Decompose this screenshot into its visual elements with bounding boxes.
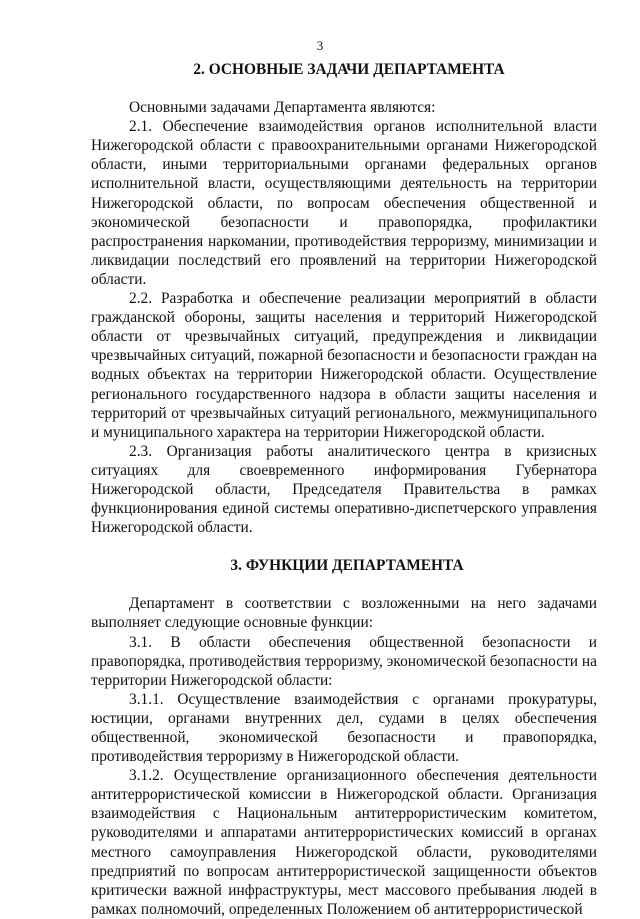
page-number: 3: [316, 38, 324, 53]
section-2-heading: 2. ОСНОВНЫЕ ЗАДАЧИ ДЕПАРТАМЕНТА: [193, 61, 505, 78]
document-body: [91, 60, 597, 919]
section-3-item-3-1-2: 3.1.2. Осуществление организационного обеспечения деятельности антитеррористической комиссии в Нижегородской области. Организация взаимодействия с Национальным антитеррористическим комитетом, руководителями и аппаратами антитеррористических комиссий в органах местного самоуправления Нижегородской области, руководителями предприятий по вопросам антитеррористической защищенности объектов критически важной инфраструктуры, мест массового пребывания людей в рамках полномочий, определенных Положением об антитеррористической: [91, 767, 597, 918]
section-3-intro: Департамент в соответствии с возложенными на него задачами выполняет следующие основные функции:: [91, 595, 597, 632]
section-2-intro: Основными задачами Департамента являются:: [129, 99, 436, 117]
section-3-heading: 3. ФУНКЦИИ ДЕПАРТАМЕНТА: [230, 557, 464, 575]
section-2-item-2-1: 2.1. Обеспечение взаимодействия органов исполнительной власти Нижегородской области с правоохранительными органами Нижегородской области, иными территориальными органами федеральных органов исполнительной власти, осуществляющими деятельность на территории Нижегородской области, по вопросам обеспечения общественной и экономической безопасности и правопорядка, профилактики распространения наркомании, противодействия терроризму, минимизации и ликвидации последствий его проявлений на территории Нижегородской области.: [91, 118, 597, 288]
section-3-item-3-1: 3.1. В области обеспечения общественной безопасности и правопорядка, противодействия терроризму, экономической безопасности на территории Нижегородской области:: [91, 633, 597, 689]
section-2-item-2-2: 2.2. Разработка и обеспечение реализации мероприятий в области гражданской обороны, защиты населения и территорий Нижегородской области от чрезвычайных ситуаций, предупреждения и ликвидации чрезвычайных ситуаций, пожарной безопасности и безопасности граждан на водных объектах на территории Нижегородской области. Осуществление регионального государственного надзора в области защиты населения и территорий от чрезвычайных ситуаций регионального, межмуниципального и муниципального характера на территории Нижегородской области.: [91, 290, 597, 441]
section-3-item-3-1-1: 3.1.1. Осуществление взаимодействия с органами прокуратуры, юстиции, органами внутренних дел, судами в целях обеспечения общественной, экономической безопасности и правопорядка, противодействия терроризму в Нижегородской области.: [91, 690, 597, 766]
section-2-item-2-3: 2.3. Организация работы аналитического центра в кризисных ситуациях для своевременного информирования Губернатора Нижегородской области, Председателя Правительства в рамках функционирования единой системы оперативно-диспетчерского управления Нижегородской области.: [91, 442, 597, 537]
